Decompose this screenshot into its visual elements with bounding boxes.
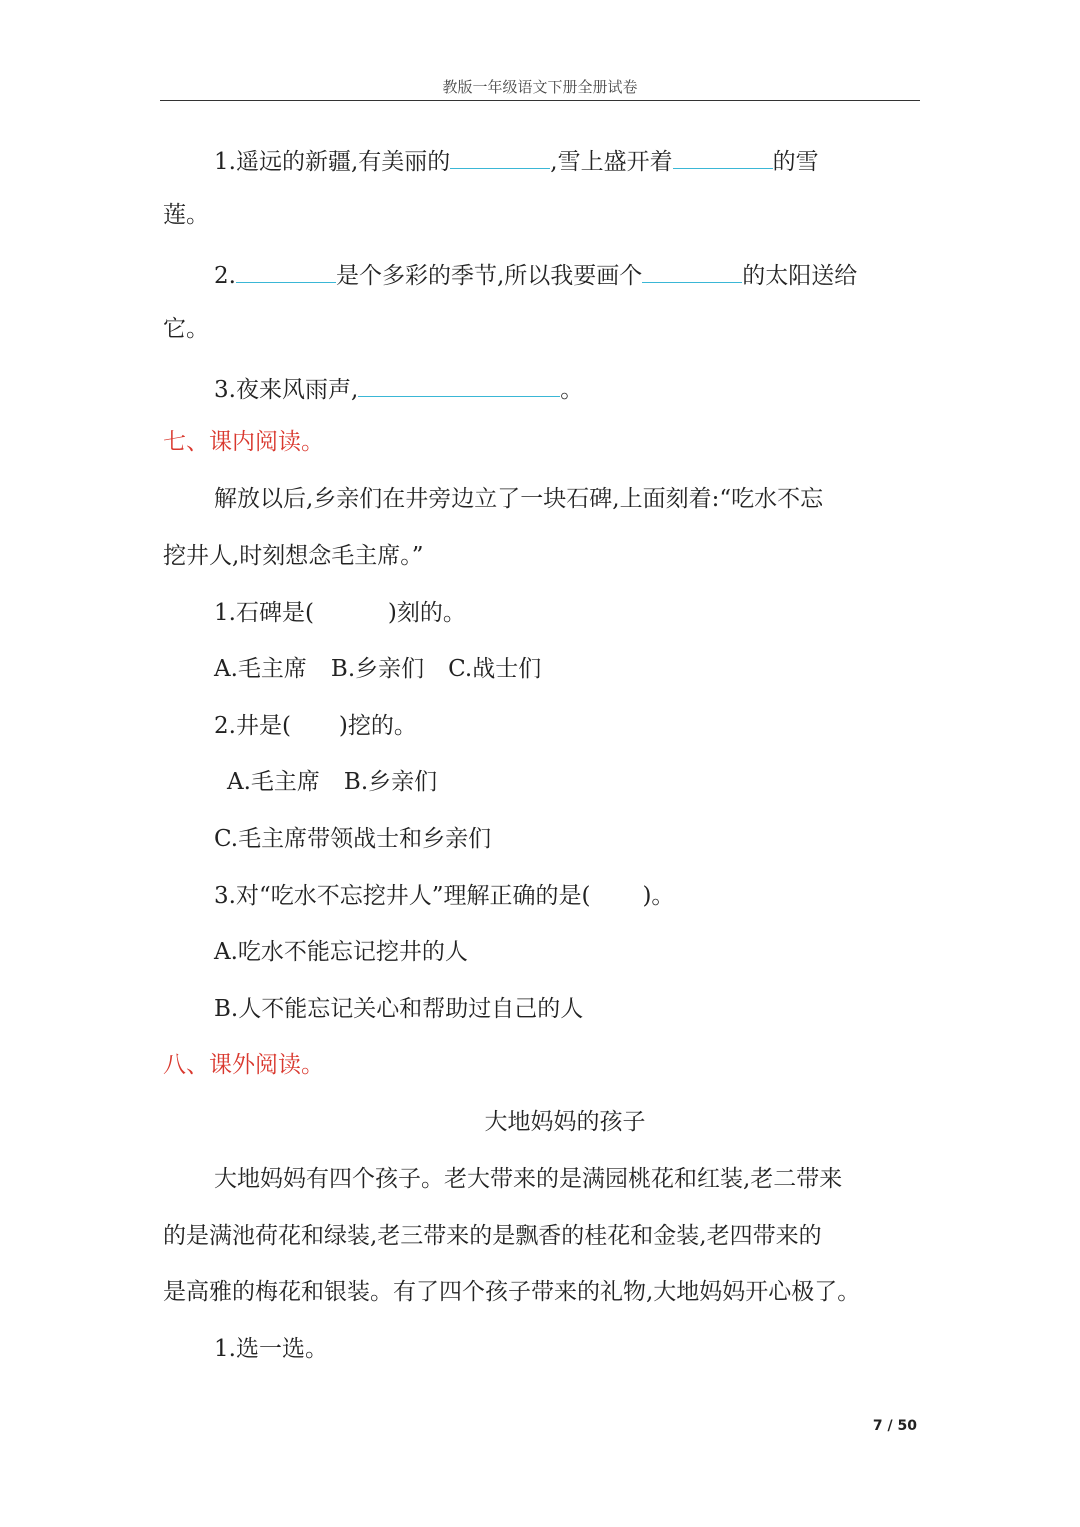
s6-q2-text-c: 的太阳送给 [742,263,858,289]
s7-q3-text-a: 3.对“吃水不忘挖井人”理解正确的是( [214,883,591,909]
s8-story-title: 大地妈妈的孩子 [484,1109,646,1135]
s7-question-1 [214,597,466,629]
s7-q1-text-b: )刻的。 [387,600,466,626]
s8-passage-line-1: 大地妈妈有四个孩子。老大带来的是满园桃花和红装,老二带来 [214,1166,843,1192]
s8-question-1: 1.选一选。 [214,1336,328,1362]
s7-q1-option-b[interactable]: B.乡亲们 [330,656,425,682]
page-header: 教版一年级语文下册全册试卷 [160,76,920,101]
s7-q3-text-b: )。 [642,883,675,909]
s7-q1-option-a[interactable]: A.毛主席 [214,656,307,682]
section-8-heading: 八、课外阅读。 [163,1052,324,1078]
s7-q2-option-b[interactable]: B.乡亲们 [343,769,438,795]
s7-q2-option-c[interactable]: C.毛主席带领战士和乡亲们 [214,826,492,852]
s6-q2-continuation: 它。 [163,316,209,342]
s6-q2-blank-2[interactable] [642,256,742,283]
s6-q1-blank-1[interactable] [450,142,550,169]
s6-q1-text-a: 1.遥远的新疆,有美丽的 [214,149,451,175]
s7-q1-text-a: 1.石碑是( [214,600,314,626]
s7-passage-line-2: 挖井人,时刻想念毛主席。” [163,543,424,569]
s6-q1-continuation: 莲。 [163,202,209,228]
s6-q1-blank-2[interactable] [673,142,773,169]
s7-question-2 [214,710,417,742]
s6-q3-text-b: 。 [560,377,584,403]
s7-q2-text-b: )挖的。 [338,713,417,739]
s7-q2-option-a[interactable]: A.毛主席 [227,769,320,795]
s7-q2-options-row-1 [227,766,437,798]
s8-passage-line-2: 的是满池荷花和绿装,老三带来的是飘香的桂花和金装,老四带来的 [163,1223,822,1249]
s7-q2-text-a: 2.井是( [214,713,291,739]
s6-q1-text-c: 的雪 [772,149,819,175]
s7-q1-options [214,653,541,685]
page-number: 7 / 50 [872,1418,917,1434]
s6-question-2 [214,256,857,292]
s6-q2-blank-1[interactable] [236,256,336,283]
s7-q3-option-a[interactable]: A.吃水不能忘记挖井的人 [214,939,468,965]
s7-question-3 [214,880,674,912]
s6-q2-text-b: 是个多彩的季节,所以我要画个 [335,263,643,289]
s7-q3-option-b[interactable]: B.人不能忘记关心和帮助过自己的人 [214,996,584,1022]
s6-q1-text-b: ,雪上盛开着 [550,149,673,175]
s6-q3-blank[interactable] [358,370,560,397]
s8-passage-line-3: 是高雅的梅花和银装。有了四个孩子带来的礼物,大地妈妈开心极了。 [163,1279,861,1305]
s7-passage-line-1: 解放以后,乡亲们在井旁边立了一块石碑,上面刻着:“吃水不忘 [214,486,824,512]
s6-question-3 [214,370,583,406]
s6-q2-text-a: 2. [214,263,236,289]
s6-q3-text-a: 3.夜来风雨声, [214,377,359,403]
s6-question-1 [214,142,819,178]
s7-q1-option-c[interactable]: C.战士们 [448,656,542,682]
section-7-heading: 七、课内阅读。 [163,429,324,455]
